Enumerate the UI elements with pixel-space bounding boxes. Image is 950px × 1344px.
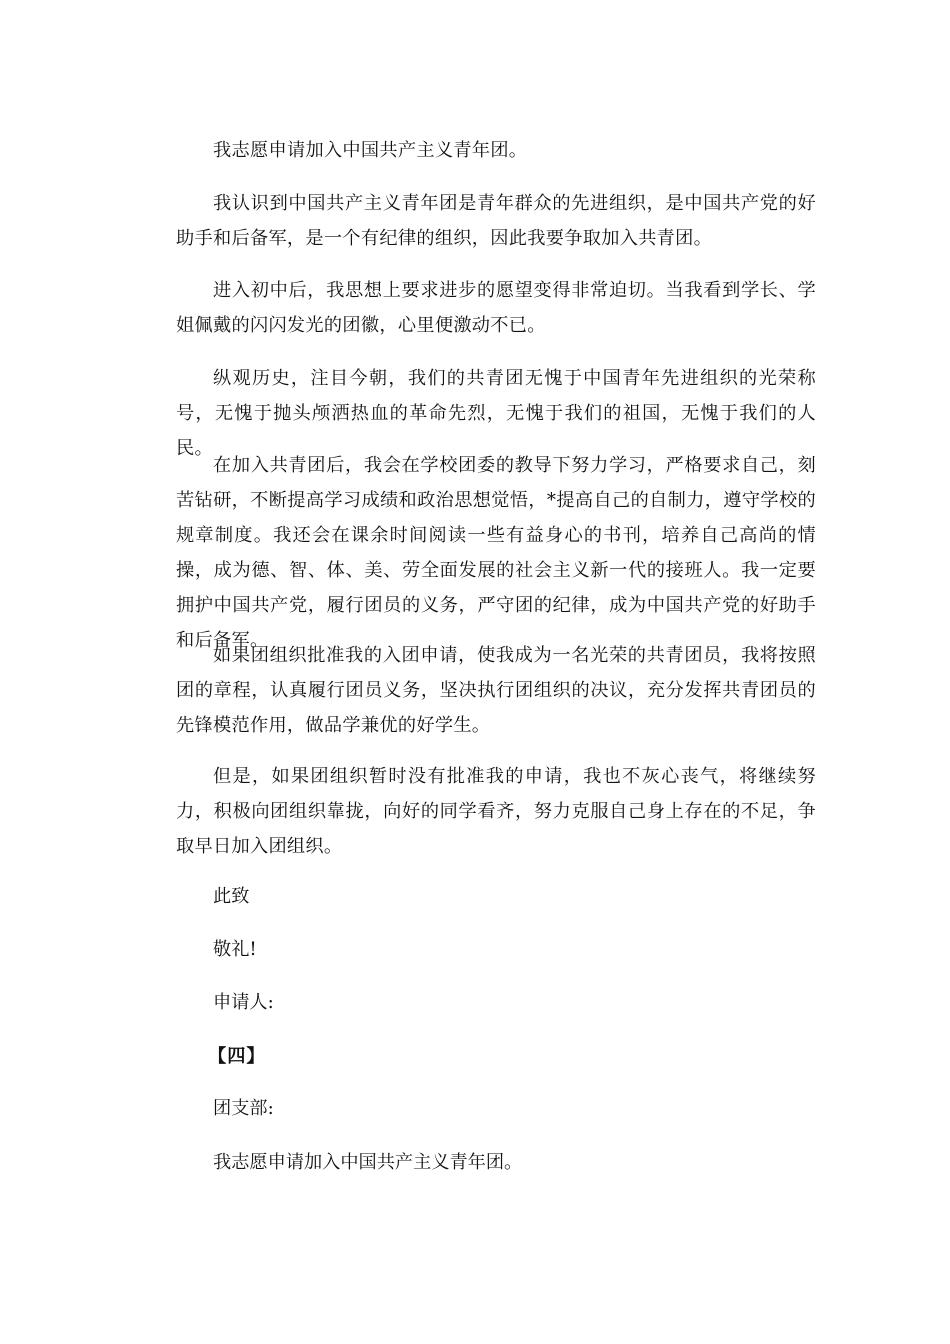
paragraph-2: 我认识到中国共产主义青年团是青年群众的先进组织，是中国共产党的好助手和后备军，是一个有纪律的组织，因此我要争取加入共青团。	[176, 193, 816, 249]
addressee-text: 团支部:	[213, 1098, 274, 1119]
paragraph-5: 在加入共青团后，我会在学校团委的教导下努力学习，严格要求自己，刻苦钻研，不断提高学习成绩和政治思想觉悟，*提高自己的自制力，遵守学校的规章制度。我还会在课余时间阅读一些有益身心的书刊，培养自己高尚的情操，成为德、智、体、美、劳全面发展的社会主义新一代的接班人。我一定要拥护中国共产党，履行团员的义务，严守团的纪律，成为中国共产党的好助手和后备军。	[176, 455, 816, 651]
applicant-label: 申请人:	[213, 992, 274, 1013]
paragraph-1: 我志愿申请加入中国共产主义青年团。	[213, 140, 528, 161]
salute-text: 敬礼!	[213, 939, 257, 960]
next-opening-text: 我志愿申请加入中国共产主义青年团。	[213, 1152, 523, 1173]
paragraph-6: 如果团组织批准我的入团申请，使我成为一名光荣的共青团员，我将按照团的章程，认真履行团员义务，坚决执行团组织的决议，充分发挥共青团员的先锋模范作用，做品学兼优的好学生。	[176, 645, 816, 736]
paragraph-4: 纵观历史，注目今朝，我们的共青团无愧于中国青年先进组织的光荣称号，无愧于抛头颅洒热血的革命先烈，无愧于我们的祖国，无愧于我们的人民。	[176, 368, 816, 459]
closing-text: 此致	[213, 886, 250, 907]
section-marker: 【四】	[208, 1046, 266, 1067]
paragraph-7: 但是，如果团组织暂时没有批准我的申请，我也不灰心丧气，将继续努力，积极向团组织靠拢，向好的同学看齐，努力克服自己身上存在的不足，争取早日加入团组织。	[176, 766, 816, 857]
paragraph-3: 进入初中后，我思想上要求进步的愿望变得非常迫切。当我看到学长、学姐佩戴的闪闪发光的团徽，心里便激动不已。	[176, 280, 816, 336]
